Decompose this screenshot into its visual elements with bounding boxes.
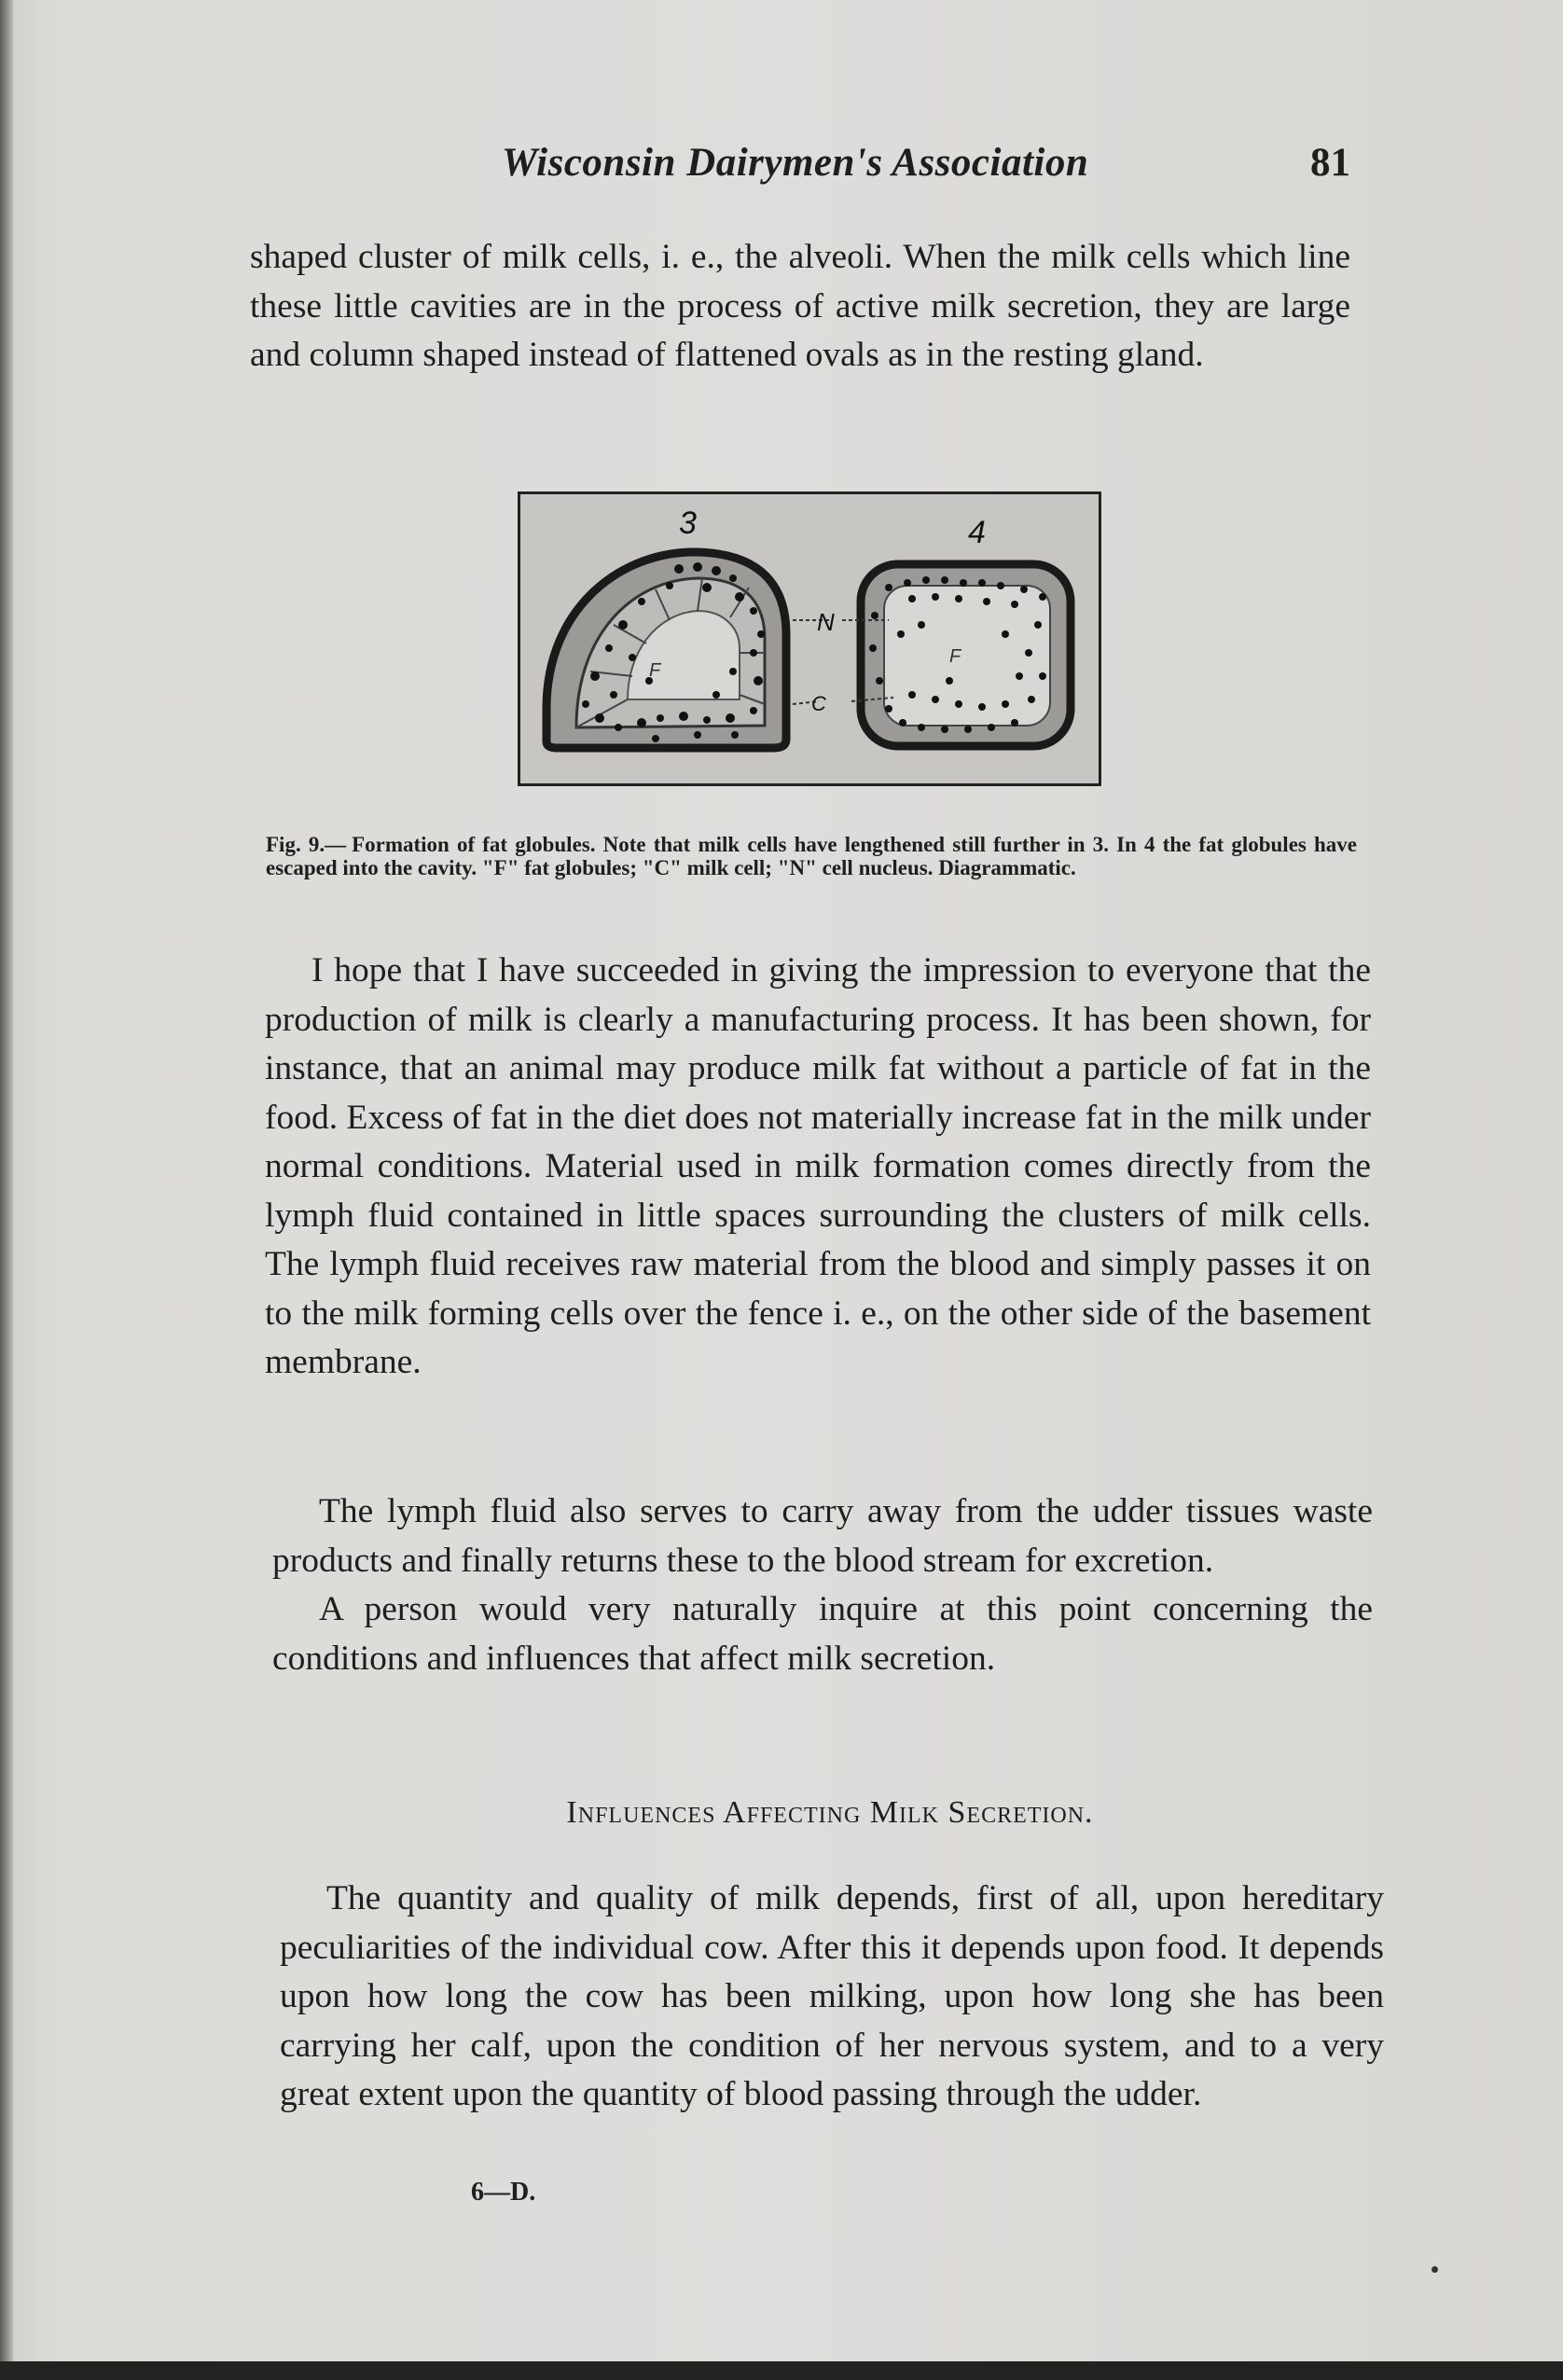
figure-label-n: N bbox=[817, 608, 835, 636]
paragraph-3a-text: The lymph fluid also serves to carry away from the udder tissues waste products and finally returns these to the blood stream for excretion. bbox=[272, 1492, 1373, 1580]
signature-mark: 6—D. bbox=[471, 2178, 536, 2207]
figure-caption bbox=[266, 833, 1357, 879]
section-heading: Influences Affecting Milk Secretion. bbox=[566, 1795, 1094, 1830]
figure-label-c: C bbox=[811, 692, 826, 715]
figure-caption-text: Formation of fat globules. Note that milk cells have lengthened still further in 3. In 4 the fat globules have escaped into the cavity. "F" fat globules; "C" milk cell; "N" cell nucleus. Diagrammatic. bbox=[266, 833, 1357, 879]
paragraph-3b-text: A person would very naturally inquire at this point concerning the conditions and influences that affect milk secretion. bbox=[272, 1590, 1373, 1678]
page-edge-left bbox=[0, 0, 13, 2380]
figure-label-3: 3 bbox=[679, 505, 697, 541]
ink-speck bbox=[1432, 2266, 1438, 2273]
paragraph-2-text: I hope that I have succeeded in giving the impression to everyone that the production of milk is clearly a manufacturing process. It has been shown, for instance, that an animal may produce milk fat without a particle of fat in the food. Excess of fat in the diet does not materially increase fat in the milk under normal conditions. Material used in milk formation comes directly from the lymph fluid contained in little spaces surrounding the clusters of milk cells. The lymph fluid receives raw material from the blood and simply passes it on to the milk forming cells over the fence i. e., on the other side of the basement membrane. bbox=[265, 951, 1371, 1381]
page-edge-bottom bbox=[0, 2361, 1563, 2380]
figure-svg bbox=[520, 494, 1099, 783]
paragraph-1-text: shaped cluster of milk cells, i. e., the alveoli. When the milk cells which line these little cavities are in the process of active milk secretion, they are large and column shaped instead of flattened ovals as in the resting gland. bbox=[250, 238, 1350, 374]
figure-caption-label: Fig. 9.— bbox=[266, 833, 347, 856]
paragraph-3 bbox=[272, 1488, 1373, 1683]
page-header bbox=[250, 140, 1350, 196]
page-number: 81 bbox=[1310, 141, 1350, 185]
paragraph-4-text: The quantity and quality of milk depends, first of all, upon hereditary peculiarities of the individual cow. After this it depends upon food. It depends upon how long the cow has been milking, upon how long she has been carrying her calf, upon the condition of her nervous system, and to a very great extent upon the quantity of blood passing through the udder. bbox=[280, 1879, 1384, 2113]
figure-label-4: 4 bbox=[968, 515, 986, 550]
running-title: Wisconsin Dairymen's Association bbox=[502, 141, 1089, 185]
paragraph-2 bbox=[265, 947, 1371, 1388]
figure-label-f-left: F bbox=[649, 660, 661, 681]
figure-label-f-right: F bbox=[949, 646, 961, 667]
paragraph-4 bbox=[280, 1875, 1384, 2120]
paragraph-1 bbox=[250, 233, 1350, 381]
figure-diagram bbox=[518, 491, 1101, 786]
